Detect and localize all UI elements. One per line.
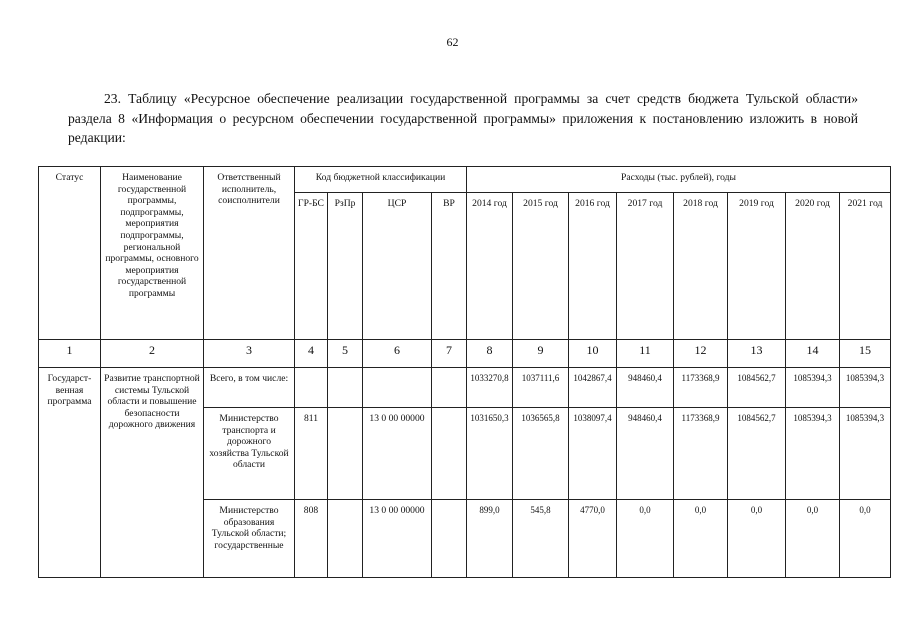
row-csr: 13 0 00 00000 (363, 500, 432, 578)
row-value: 948460,4 (617, 408, 674, 500)
column-number: 4 (295, 340, 328, 368)
header-responsible: Ответственный исполнитель, соисполнители (204, 167, 295, 340)
header-year: 2017 год (617, 193, 674, 340)
row-value: 1037111,6 (513, 368, 569, 408)
header-name: Наименование государственной программы, подпрограммы, мероприятия подпрограммы, региональной программы, основного мероприятия государственной программы (101, 167, 204, 340)
column-number: 10 (569, 340, 617, 368)
header-year: 2020 год (786, 193, 840, 340)
row-value: 899,0 (467, 500, 513, 578)
row-csr (363, 368, 432, 408)
row-value: 1085394,3 (786, 368, 840, 408)
row-value: 0,0 (674, 500, 728, 578)
header-expenses: Расходы (тыс. рублей), годы (467, 167, 891, 193)
header-grbs: ГР-БС (295, 193, 328, 340)
row-responsible: Министерство образования Тульской области; государственные (204, 500, 295, 578)
column-number: 3 (204, 340, 295, 368)
row-value: 0,0 (728, 500, 786, 578)
column-number: 15 (840, 340, 891, 368)
header-vr: ВР (432, 193, 467, 340)
row-value: 1085394,3 (840, 368, 891, 408)
row-responsible: Всего, в том числе: (204, 368, 295, 408)
row-vr (432, 408, 467, 500)
column-number-row (39, 340, 891, 368)
header-year: 2021 год (840, 193, 891, 340)
row-value: 0,0 (617, 500, 674, 578)
row-value: 1084562,7 (728, 368, 786, 408)
row-value: 1084562,7 (728, 408, 786, 500)
row-rzpr (328, 408, 363, 500)
row-value: 1038097,4 (569, 408, 617, 500)
column-number: 2 (101, 340, 204, 368)
row-rzpr (328, 500, 363, 578)
header-year: 2015 год (513, 193, 569, 340)
column-number: 8 (467, 340, 513, 368)
row-value: 0,0 (840, 500, 891, 578)
column-number: 12 (674, 340, 728, 368)
column-number: 5 (328, 340, 363, 368)
row-value: 1085394,3 (840, 408, 891, 500)
row-grbs: 811 (295, 408, 328, 500)
column-number: 6 (363, 340, 432, 368)
header-rzpr: РзПр (328, 193, 363, 340)
row-value: 1031650,3 (467, 408, 513, 500)
table-row (39, 368, 891, 408)
column-number: 9 (513, 340, 569, 368)
row-value: 1036565,8 (513, 408, 569, 500)
row-grbs: 808 (295, 500, 328, 578)
column-number: 13 (728, 340, 786, 368)
row-responsible: Министерство транспорта и дорожного хозяйства Тульской области (204, 408, 295, 500)
intro-paragraph: 23. Таблицу «Ресурсное обеспечение реализации государственной программы за счет средств бюджета Тульской области» раздела 8 «Информация о ресурсном обеспечении государственной программы» приложения к постановлению изложить в новой редакции: (68, 91, 858, 145)
column-number: 14 (786, 340, 840, 368)
row-value: 0,0 (786, 500, 840, 578)
row-grbs (295, 368, 328, 408)
row-csr: 13 0 00 00000 (363, 408, 432, 500)
row-value: 948460,4 (617, 368, 674, 408)
column-number: 7 (432, 340, 467, 368)
header-year: 2016 год (569, 193, 617, 340)
page-number: 62 (446, 35, 459, 49)
program-name: Развитие транспортной системы Тульской области и повышение безопасности дорожного движения (101, 368, 204, 578)
row-rzpr (328, 368, 363, 408)
row-value: 1033270,8 (467, 368, 513, 408)
row-value: 1085394,3 (786, 408, 840, 500)
header-year: 2018 год (674, 193, 728, 340)
resource-table (38, 166, 891, 578)
program-status: Государст-венная программа (39, 368, 101, 578)
header-year: 2019 год (728, 193, 786, 340)
header-status: Статус (39, 167, 101, 340)
row-value: 1173368,9 (674, 408, 728, 500)
column-number: 1 (39, 340, 101, 368)
header-csr: ЦСР (363, 193, 432, 340)
row-value: 1042867,4 (569, 368, 617, 408)
row-vr (432, 368, 467, 408)
column-number: 11 (617, 340, 674, 368)
header-budget-code: Код бюджетной классификации (295, 167, 467, 193)
row-value: 1173368,9 (674, 368, 728, 408)
row-vr (432, 500, 467, 578)
header-year: 2014 год (467, 193, 513, 340)
row-value: 4770,0 (569, 500, 617, 578)
row-value: 545,8 (513, 500, 569, 578)
